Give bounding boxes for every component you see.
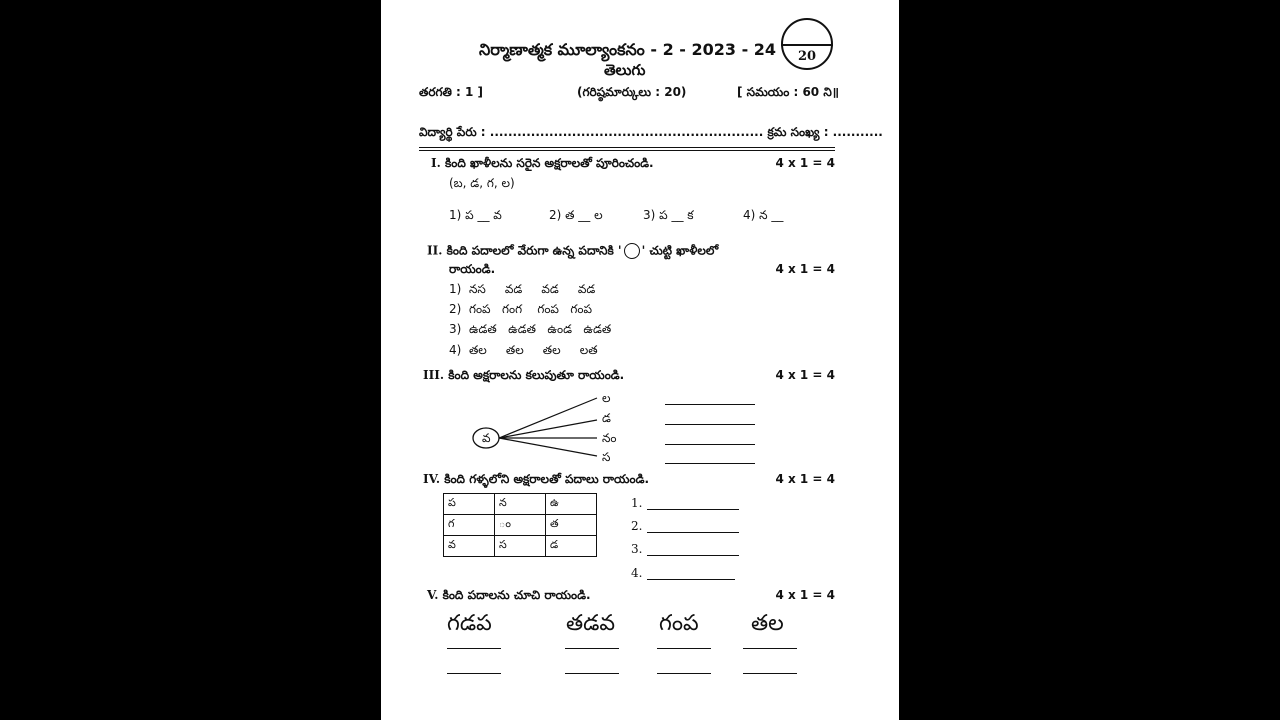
q3-answer-line-1 (665, 404, 755, 405)
grid-cell: వ (444, 536, 495, 557)
q2-marks: 4 x 1 = 4 (775, 262, 835, 276)
q2-heading: II. కింది పదాలలో వేరుగా ఉన్న పదానికి ' ' చుట్టి ఖాళీలలో (427, 243, 719, 258)
q2-item-4: 4) తల తల తల లత (449, 343, 598, 357)
q5-word-3: గంప (659, 611, 699, 636)
grid-row (444, 515, 597, 536)
q5-word-2: తడవ (566, 611, 616, 636)
q4-marks: 4 x 1 = 4 (775, 472, 835, 486)
q3-marks: 4 x 1 = 4 (775, 368, 835, 382)
grid-cell: స (495, 536, 546, 557)
grid-row (444, 494, 597, 515)
q5-word-1: గడప (447, 611, 492, 636)
q4-answer-line-4 (647, 579, 735, 580)
q2-item-3: 3) ఉడత ఉడత ఉండ ఉడత (449, 322, 612, 336)
q5-copy-line-3a (657, 648, 711, 649)
class-label: తరగతి : 1 ] (419, 85, 483, 99)
grid-cell: డ (546, 536, 597, 557)
q5-marks: 4 x 1 = 4 (775, 588, 835, 602)
time-label: [ సమయం : 60 ని॥ (737, 85, 839, 99)
q4-answer-line-3 (647, 555, 739, 556)
q2-heading-line2: రాయండి. (449, 262, 496, 276)
circle-symbol-icon (624, 243, 640, 259)
q4-blank-3: 3. (631, 542, 643, 556)
total-marks: 20 (797, 49, 817, 64)
q3-branch-lines (469, 390, 609, 470)
q3-branch-3: నం (602, 431, 617, 445)
grid-cell: న (495, 494, 546, 515)
q5-copy-line-2b (565, 673, 619, 674)
grid-cell: ం (495, 515, 546, 536)
q1-item-2: 2) త __ ల (549, 208, 603, 222)
exam-title: నిర్మాణాత్మక మూల్యాంకనం - 2 - 2023 - 24 (479, 40, 777, 59)
max-marks: (గరిష్ఠమార్కులు : 20) (577, 85, 687, 99)
q5-copy-line-4a (743, 648, 797, 649)
q5-heading: V. కింది పదాలను చూచి రాయండి. (427, 588, 591, 602)
grid-cell: గ (444, 515, 495, 536)
q1-item-4: 4) న __ (743, 208, 784, 222)
q4-letter-grid (443, 493, 597, 557)
q3-heading: III. కింది అక్షరాలను కలుపుతూ రాయండి. (423, 368, 625, 382)
q5-word-4: తల (751, 611, 784, 636)
q5-copy-line-1b (447, 673, 501, 674)
subject-title: తెలుగు (604, 61, 646, 79)
q3-branch-1: ల (602, 391, 611, 405)
q5-copy-line-2a (565, 648, 619, 649)
q3-answer-line-3 (665, 444, 755, 445)
q2-item-2: 2) గంప గంగ గంప గంప (449, 302, 593, 316)
q3-answer-line-4 (665, 463, 755, 464)
q4-heading: IV. కింది గళ్ళలోని అక్షరాలతో పదాలు రాయండి. (423, 472, 650, 486)
q4-blank-4: 4. (631, 566, 643, 580)
q3-branch-2: డ (602, 411, 611, 425)
q3-branch-4: స (602, 450, 611, 464)
q1-item-1: 1) ప __ వ (449, 208, 502, 222)
q5-copy-line-4b (743, 673, 797, 674)
q5-copy-line-1a (447, 648, 501, 649)
q4-blank-2: 2. (631, 519, 643, 533)
header-rule-1 (419, 147, 835, 148)
q4-answer-line-1 (647, 509, 739, 510)
q3-branch-line-1 (499, 398, 597, 438)
worksheet-page (381, 0, 899, 720)
q3-branch-line-2 (499, 420, 597, 438)
q2-item-1: 1) నస వడ వడ వడ (449, 282, 596, 296)
q4-blank-1: 1. (631, 496, 643, 510)
header-rule-2 (419, 150, 835, 151)
grid-row (444, 536, 597, 557)
q1-heading: I. కింది ఖాళీలను సరైన అక్షరాలతో పూరించండి. (431, 156, 654, 170)
q1-item-3: 3) ప __ క (643, 208, 694, 222)
grid-cell: త (546, 515, 597, 536)
grid-cell: ఉ (546, 494, 597, 515)
q3-branch-line-4 (499, 438, 597, 456)
q3-answer-line-2 (665, 424, 755, 425)
q4-answer-line-2 (647, 532, 739, 533)
score-divider (781, 44, 833, 46)
student-name-row: విద్యార్థి పేరు : ............................................................ క్రమ సంఖ్య : ........... (419, 125, 883, 139)
q1-marks: 4 x 1 = 4 (775, 156, 835, 170)
q5-copy-line-3b (657, 673, 711, 674)
grid-cell: ప (444, 494, 495, 515)
q1-options: (బ, డ, గ, ల) (449, 176, 515, 190)
q3-center-letter: వ (482, 431, 491, 445)
